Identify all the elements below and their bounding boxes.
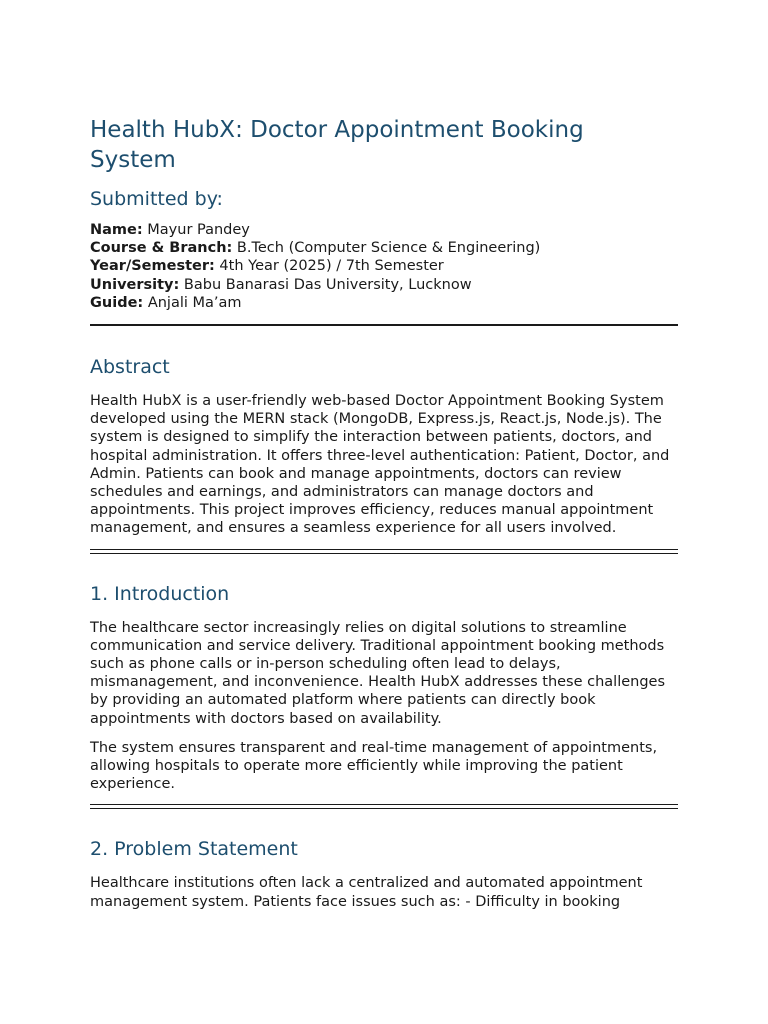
introduction-paragraph-2: The system ensures transparent and real-time management of appointments, allowing hospitals to operate more efficiently while improving the patient experience. [90, 739, 658, 793]
abstract-text: Health HubX is a user-friendly web-based Doctor Appointment Booking System developed using the MERN stack (MongoDB, Express.js, React.js, Node.js). The system is designed to simplify the interaction between patients, doctors, and hospital administration. It offers three-level authentication: Patient, Doctor, and Admin. Patients can book and manage appointments, doctors can review schedules and earnings, and administrators can manage doctors and appointments. This project improves efficiency, reduces manual appointment management, and ensures a seamless experience for all users involved. [90, 393, 670, 537]
name-row [90, 221, 678, 239]
university-label: University: [90, 276, 180, 293]
year-semester-label: Year/Semester: [90, 258, 215, 275]
submission-details [90, 221, 678, 312]
guide-label: Guide: [90, 294, 144, 311]
section-divider [90, 804, 678, 809]
section-divider [90, 549, 678, 554]
problem-statement-text: Healthcare institutions often lack a centralized and automated appointment management system. Patients face issues such as: - Difficulty in booking [90, 875, 643, 910]
abstract-heading: Abstract [90, 356, 170, 379]
name-value: Mayur Pandey [147, 222, 250, 238]
document-title: Health HubX: Doctor Appointment Booking System [90, 117, 584, 173]
course-branch-value: B.Tech (Computer Science & Engineering) [236, 240, 541, 257]
introduction-paragraph-1: The healthcare sector increasingly relies on digital solutions to streamline communication and service delivery. Traditional appointment booking methods such as phone calls or in-person scheduling often lead to delays, mismanagement, and inconvenience. Health HubX addresses these challenges by providing an automated platform where patients can directly book appointments with doctors based on availability. [90, 619, 666, 727]
course-branch-row [90, 239, 678, 257]
guide-row [90, 294, 678, 312]
name-label: Name: [90, 222, 143, 238]
guide-value: Anjali Ma’am [147, 294, 242, 311]
year-semester-value: 4th Year (2025) / 7th Semester [219, 258, 444, 275]
course-branch-label: Course & Branch: [90, 240, 233, 257]
submitted-by-heading: Submitted by: [90, 188, 223, 210]
introduction-heading: 1. Introduction [90, 582, 230, 605]
horizontal-rule [90, 324, 678, 326]
problem-statement-heading: 2. Problem Statement [90, 838, 298, 861]
university-value: Babu Banarasi Das University, Lucknow [183, 276, 472, 293]
year-semester-row [90, 257, 678, 275]
university-row [90, 276, 678, 294]
